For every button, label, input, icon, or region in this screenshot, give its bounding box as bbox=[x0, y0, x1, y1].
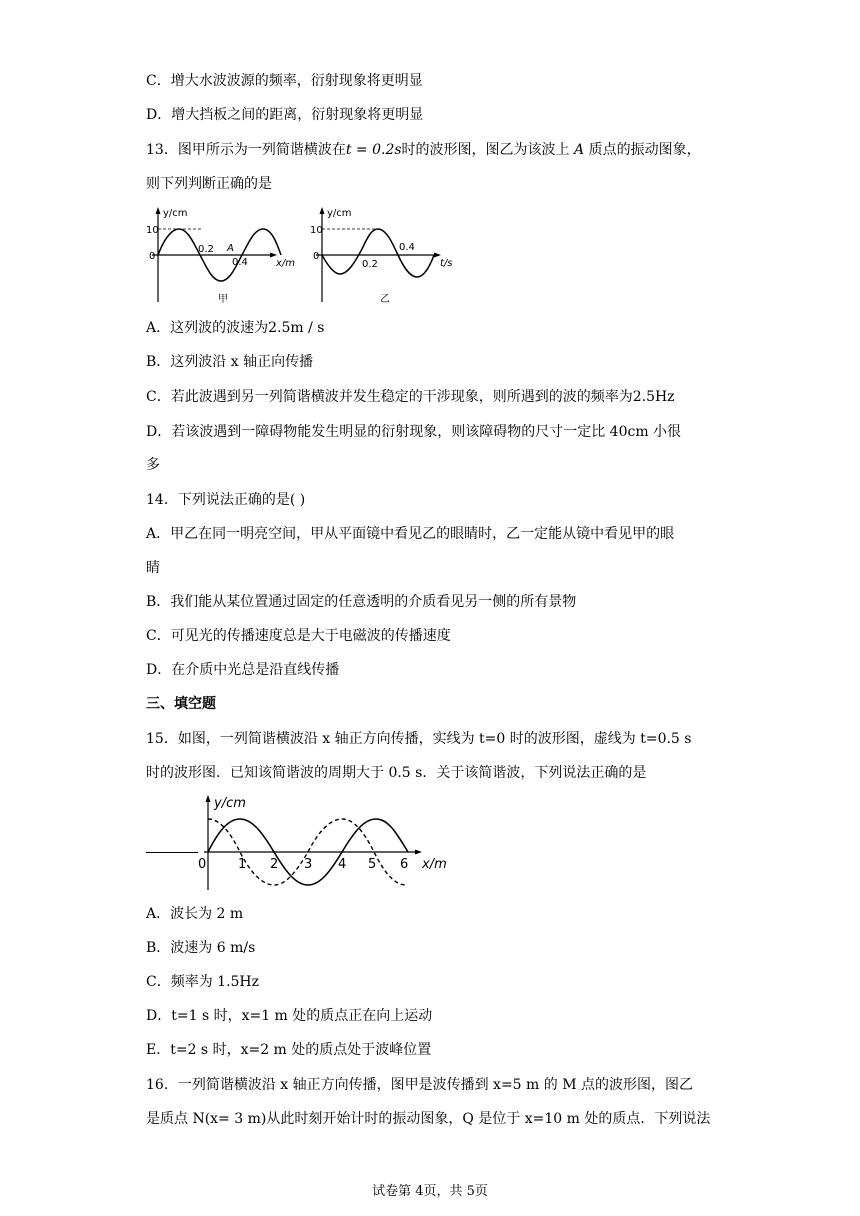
q15-option-b: B．波速为 6 m/s bbox=[146, 940, 256, 956]
y-axis-arrow bbox=[156, 207, 161, 214]
y-label: y/cm bbox=[327, 208, 352, 219]
q14-option-a: A．甲乙在同一明亮空间，甲从平面镜中看见乙的眼睛时，乙一定能从镜中看见甲的眼 bbox=[146, 526, 675, 542]
origin-label: 0 bbox=[149, 251, 156, 262]
q15-stem-line2: 时的波形图．已知该简谐波的周期大于 0.5 s．关于该简谐波，下列说法正确的是 bbox=[146, 765, 647, 781]
tick-6: 6 bbox=[400, 857, 409, 872]
origin-label: 0 bbox=[198, 857, 207, 872]
tick-3: 3 bbox=[304, 857, 313, 872]
x-axis-arrow bbox=[270, 253, 277, 258]
q13-option-d: D．若该波遇到一障碍物能发生明显的衍射现象，则该障碍物的尺寸一定比 40cm 小很 bbox=[146, 424, 682, 440]
q13-option-a: A．这列波的波速为2.5m / s bbox=[146, 320, 325, 336]
q13-option-b: B．这列波沿 x 轴正向传播 bbox=[146, 354, 314, 370]
q12-option-c: C．增大水波波源的频率，衍射现象将更明显 bbox=[146, 73, 423, 89]
tick-1: 1 bbox=[238, 857, 247, 872]
t-axis-arrow bbox=[434, 253, 441, 258]
q13-figure-a bbox=[146, 204, 306, 306]
q13-stem-line2: 则下列判断正确的是 bbox=[146, 176, 272, 192]
y-axis-arrow bbox=[320, 207, 325, 214]
q13-stem: 13．图甲所示为一列简谐横波在t = 0.2s时的波形图，图乙为该波上 A 质点的振动图象， bbox=[146, 142, 701, 158]
q12-option-d: D．增大挡板之间的距离，衍射现象将更明显 bbox=[146, 107, 424, 123]
answer-blank[interactable] bbox=[146, 838, 198, 857]
q16-stem: 16．一列简谐横波沿 x 轴正方向传播，图甲是波传播到 x=5 m 的 M 点的波形图，图乙 bbox=[146, 1077, 694, 1093]
t-label: t/s bbox=[440, 258, 453, 269]
q15-figure bbox=[196, 792, 456, 894]
tick-04: 0.4 bbox=[232, 257, 248, 268]
q13-option-c: C．若此波遇到另一列简谐横波并发生稳定的干涉现象，则所遇到的波的频率为2.5Hz bbox=[146, 389, 675, 405]
q15-option-d: D．t=1 s 时，x=1 m 处的质点正在向上运动 bbox=[146, 1008, 433, 1024]
x-label: x/m bbox=[422, 857, 447, 872]
x-label: x/m bbox=[276, 258, 296, 269]
q14-option-b: B．我们能从某位置通过固定的任意透明的介质看见另一侧的所有景物 bbox=[146, 594, 577, 610]
tick-02: 0.2 bbox=[198, 244, 214, 255]
q14-option-a-cont: 睛 bbox=[146, 560, 160, 576]
tick-2: 2 bbox=[270, 857, 279, 872]
tick-4: 4 bbox=[338, 857, 347, 872]
q14-option-d: D．在介质中光总是沿直线传播 bbox=[146, 662, 340, 678]
x-axis-arrow bbox=[415, 850, 422, 855]
q15-option-a: A．波长为 2 m bbox=[146, 906, 244, 922]
q14-stem: 14．下列说法正确的是( ) bbox=[146, 492, 306, 508]
amplitude-label: 10 bbox=[310, 225, 323, 236]
tick-5: 5 bbox=[368, 857, 377, 872]
q15-stem: 15．如图，一列简谐横波沿 x 轴正方向传播，实线为 t=0 时的波形图，虚线为 t=0.5 s bbox=[146, 731, 692, 747]
y-label: y/cm bbox=[163, 208, 188, 219]
y-label: y/cm bbox=[214, 796, 246, 811]
q14-option-c: C．可见光的传播速度总是大于电磁波的传播速度 bbox=[146, 628, 451, 644]
caption-yi: 乙 bbox=[380, 294, 390, 305]
amplitude-label: 10 bbox=[146, 225, 159, 236]
q13-figure-b bbox=[310, 204, 460, 306]
q16-stem-line2: 是质点 N(x= 3 m)从此时刻开始计时的振动图象，Q 是位于 x=10 m 处的质点．下列说法 bbox=[146, 1111, 711, 1127]
tick-04: 0.4 bbox=[399, 242, 415, 253]
y-axis-arrow bbox=[206, 795, 211, 802]
oscillation-curve bbox=[322, 229, 434, 277]
point-a-label: A bbox=[227, 243, 234, 254]
origin-label: 0 bbox=[313, 251, 320, 262]
section-title: 三、填空题 bbox=[146, 696, 216, 712]
q15-option-e: E．t=2 s 时，x=2 m 处的质点处于波峰位置 bbox=[146, 1042, 432, 1058]
caption-jia: 甲 bbox=[218, 294, 228, 305]
q13-option-d-cont: 多 bbox=[146, 457, 160, 473]
tick-02: 0.2 bbox=[362, 259, 378, 270]
page-footer: 试卷第 4页，共 5页 bbox=[372, 1184, 488, 1199]
q15-option-c: C．频率为 1.5Hz bbox=[146, 974, 260, 990]
